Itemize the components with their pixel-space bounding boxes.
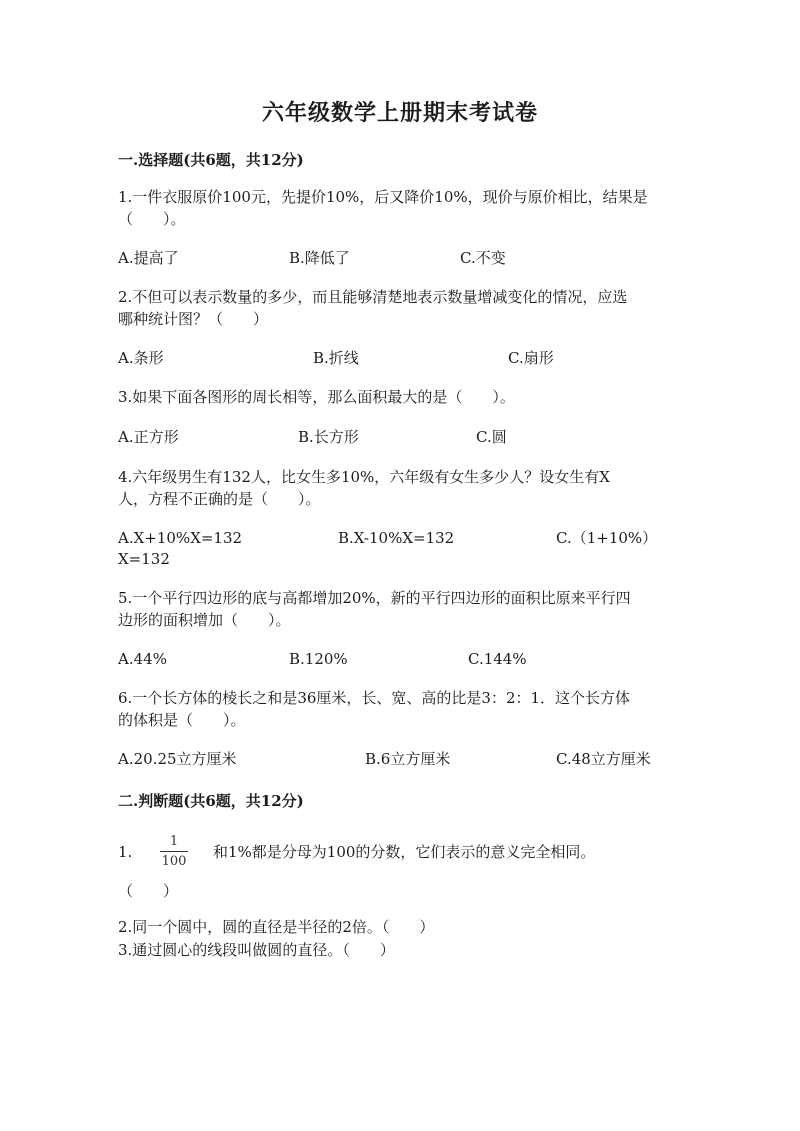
question-4-option-c-continued: X=132	[118, 550, 170, 568]
question-5-line1: 5.一个平行四边形的底与高都增加20%，新的平行四边形的面积比原来平行四	[118, 589, 631, 607]
option-b: B.6立方厘米	[365, 750, 451, 768]
option-b: B.X-10%X=132	[338, 529, 455, 547]
question-4	[118, 466, 688, 510]
fraction-numerator: 1	[169, 834, 179, 849]
question-3-line1: 3.如果下面各图形的周长相等，那么面积最大的是（ ）。	[118, 388, 515, 406]
option-a: A.20.25立方厘米	[118, 750, 237, 768]
question-5-options	[118, 648, 688, 670]
option-a: A.44%	[118, 650, 167, 668]
question-2-options	[118, 347, 688, 369]
question-5-line2: 边形的面积增加（ ）。	[118, 611, 291, 629]
section-heading-choice: 一.选择题(共6题，共12分)	[118, 151, 304, 169]
question-1-line2: （ ）。	[118, 210, 186, 228]
question-6	[118, 687, 688, 731]
judgment-1-text: 和1%都是分母为100的分数，它们表示的意义完全相同。	[213, 843, 596, 861]
exam-title: 六年级数学上册期末考试卷	[261, 100, 538, 126]
question-3-options	[118, 426, 688, 448]
option-a: A.条形	[118, 349, 164, 367]
option-c: C.144%	[468, 650, 527, 668]
option-a: A.正方形	[118, 428, 179, 446]
option-b: B.120%	[289, 650, 348, 668]
option-c: C.扇形	[508, 349, 554, 367]
option-b: B.降低了	[289, 249, 350, 267]
option-a: A.提高了	[118, 249, 179, 267]
judgment-1-blank: （ ）	[118, 882, 179, 900]
fraction-one-hundredth	[160, 833, 188, 870]
judgment-1-number: 1.	[118, 843, 133, 861]
question-4-options	[118, 527, 688, 549]
section-heading-judgment: 二.判断题(共6题，共12分)	[118, 792, 304, 810]
fraction-bar	[160, 851, 188, 852]
question-2-line1: 2.不但可以表示数量的多少，而且能够清楚地表示数量增减变化的情况，应选	[118, 288, 628, 306]
option-b: B.折线	[313, 349, 359, 367]
option-a: A.X+10%X=132	[118, 529, 243, 547]
fraction-denominator: 100	[161, 854, 187, 869]
question-6-options	[118, 748, 688, 770]
question-1	[118, 186, 688, 230]
question-1-line1: 1.一件衣服原价100元，先提价10%，后又降价10%，现价与原价相比，结果是	[118, 188, 648, 206]
option-b: B.长方形	[298, 428, 359, 446]
judgment-3: 3.通过圆心的线段叫做圆的直径。（ ）	[118, 941, 395, 959]
judgment-2: 2.同一个圆中，圆的直径是半径的2倍。（ ）	[118, 918, 435, 936]
question-6-line2: 的体积是（ ）。	[118, 711, 246, 729]
question-3	[118, 386, 688, 408]
question-4-line1: 4.六年级男生有132人，比女生多10%，六年级有女生多少人？设女生有X	[118, 468, 610, 486]
question-1-options	[118, 247, 688, 269]
question-6-line1: 6.一个长方体的棱长之和是36厘米，长、宽、高的比是3：2：1．这个长方体	[118, 689, 631, 707]
question-2	[118, 286, 688, 330]
question-5	[118, 587, 688, 631]
option-c: C.圆	[476, 428, 507, 446]
question-4-line2: 人，方程不正确的是（ ）。	[118, 490, 321, 508]
option-c: C.（1+10%）	[556, 529, 658, 547]
question-2-line2: 哪种统计图？（ ）	[118, 310, 269, 328]
option-c: C.不变	[460, 249, 506, 267]
option-c: C.48立方厘米	[556, 750, 651, 768]
